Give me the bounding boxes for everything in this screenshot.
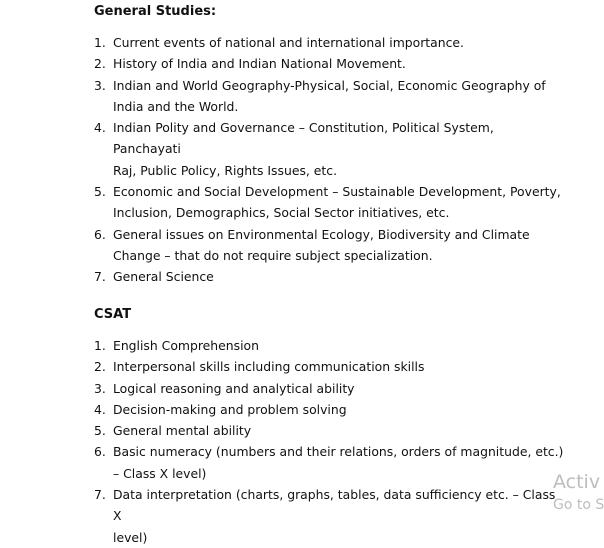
list-item [94,32,564,53]
general-studies-list [94,32,564,288]
item-text-line: – Class X level) [113,465,207,481]
item-number: 2. [94,359,106,375]
item-number: 7. [94,487,106,503]
item-number: 1. [94,338,106,353]
list-item [94,420,564,441]
activation-watermark-title: Activ [553,471,601,493]
item-text-line: Indian Polity and Governance – Constitution, Political System, Panchayati [113,120,494,157]
item-text-line: Logical reasoning and analytical ability [113,380,355,396]
item-text-line: General mental ability [113,423,252,439]
list-item [94,335,564,356]
list-item [94,75,564,118]
list-item [94,266,564,287]
item-number: 1. [94,35,106,50]
item-text-line: General issues on Environmental Ecology, Biodiversity and Climate [113,226,530,242]
list-item [94,399,564,420]
list-item [94,117,564,181]
item-text-line: Inclusion, Demographics, Social Sector initiatives, etc. [113,205,450,221]
item-text-line: Raj, Public Policy, Rights Issues, etc. [113,162,338,178]
item-text-line: Change – that do not require subject specialization. [113,247,433,263]
item-text-line: General Science [113,269,214,285]
item-number: 3. [94,380,106,396]
item-number: 4. [94,120,106,136]
item-number: 6. [94,226,106,242]
item-number: 3. [94,77,106,93]
list-item [94,484,564,548]
item-text-line: Indian and World Geography-Physical, Social, Economic Geography of [113,77,546,93]
item-number: 5. [94,184,106,200]
item-text-line: level) [113,529,148,545]
csat-list [94,335,564,548]
item-number: 6. [94,444,106,460]
list-item [94,181,564,224]
item-text-line: Current events of national and international importance. [113,35,464,50]
item-text-line: English Comprehension [113,338,259,353]
list-item [94,441,564,484]
item-text-line: Basic numeracy (numbers and their relations, orders of magnitude, etc.) [113,444,564,460]
item-text-line: Decision-making and problem solving [113,401,347,417]
activation-watermark-subtitle: Go to S [553,497,604,513]
item-text-line: India and the World. [113,98,239,114]
item-text-line: Data interpretation (charts, graphs, tables, data sufficiency etc. – Class X [113,487,556,524]
list-item [94,378,564,399]
item-text-line: History of India and Indian National Movement. [113,56,406,72]
csat-heading: CSAT [94,307,132,322]
item-number: 7. [94,269,106,285]
item-text-line: Economic and Social Development – Sustainable Development, Poverty, [113,184,561,200]
general-studies-heading: General Studies: [94,4,217,19]
item-text-line: Interpersonal skills including communication skills [113,359,425,375]
item-number: 2. [94,56,106,72]
list-item [94,53,564,74]
list-item [94,356,564,377]
list-item [94,224,564,267]
item-number: 4. [94,401,106,417]
csat-section [94,306,564,548]
item-number: 5. [94,423,106,439]
general-studies-section [94,3,564,288]
